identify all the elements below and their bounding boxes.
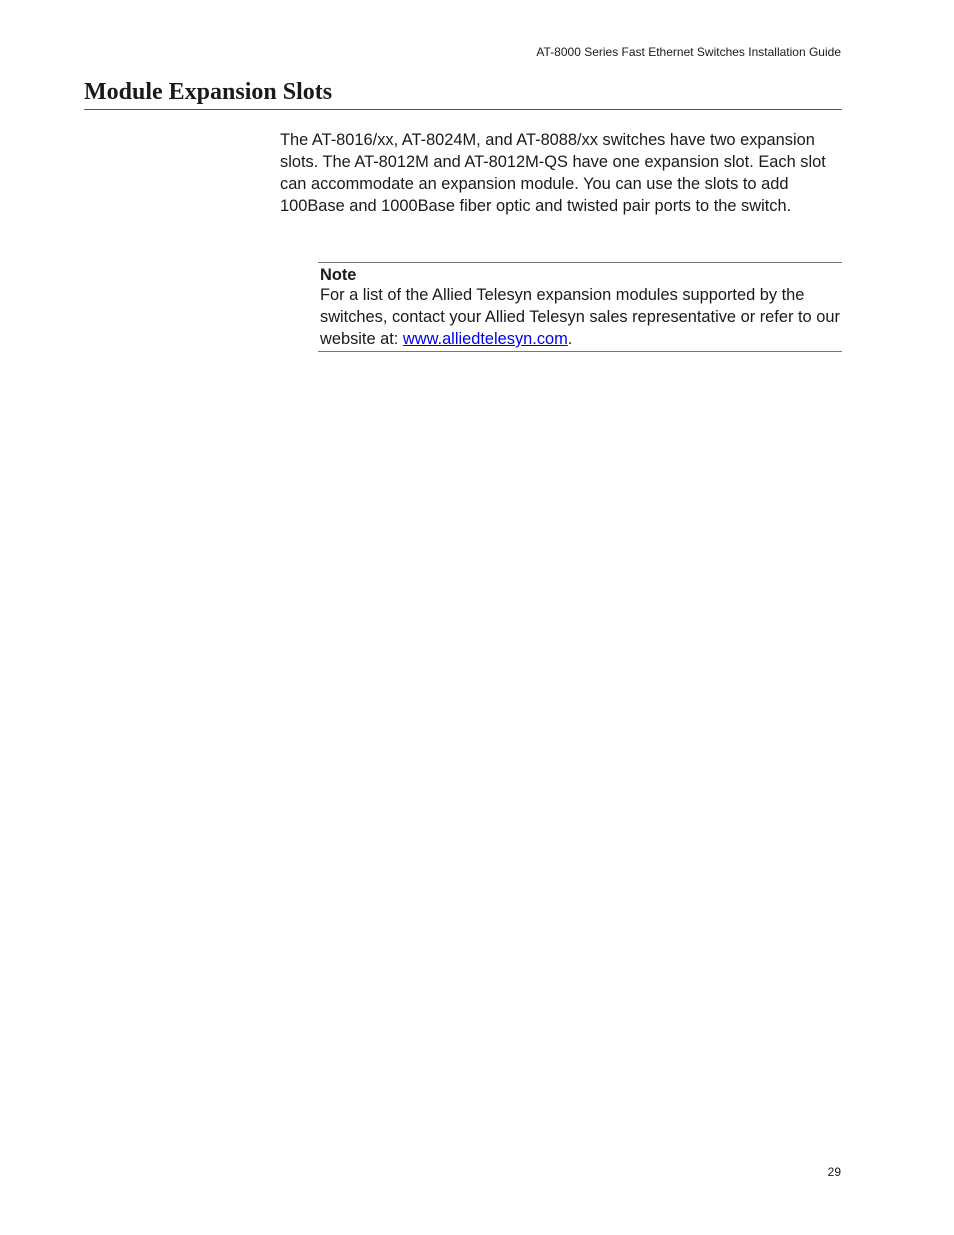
note-text-lead: For a list of the Allied Telesyn expansion modules supported by the switches, contact your Allied Telesyn sales representative or refer to our website at: — [320, 286, 840, 348]
body-paragraph: The AT-8016/xx, AT-8024M, and AT-8088/xx switches have two expansion slots. The AT-8012M and AT-8012M-QS have one expansion slot. Each slot can accommodate an expansion module. You can use the slots to add 100Base and 1000Base fiber optic and twisted pair ports to the switch. — [280, 131, 826, 215]
title-rule — [84, 109, 842, 110]
running-header: AT-8000 Series Fast Ethernet Switches Installation Guide — [536, 45, 841, 59]
note-box — [318, 262, 842, 352]
section-title: Module Expansion Slots — [84, 79, 333, 105]
note-text-end: . — [567, 330, 573, 348]
page-number: 29 — [827, 1165, 841, 1179]
website-link[interactable]: www.alliedtelesyn.com — [402, 330, 568, 348]
note-text — [320, 284, 842, 350]
note-label: Note — [320, 266, 357, 284]
